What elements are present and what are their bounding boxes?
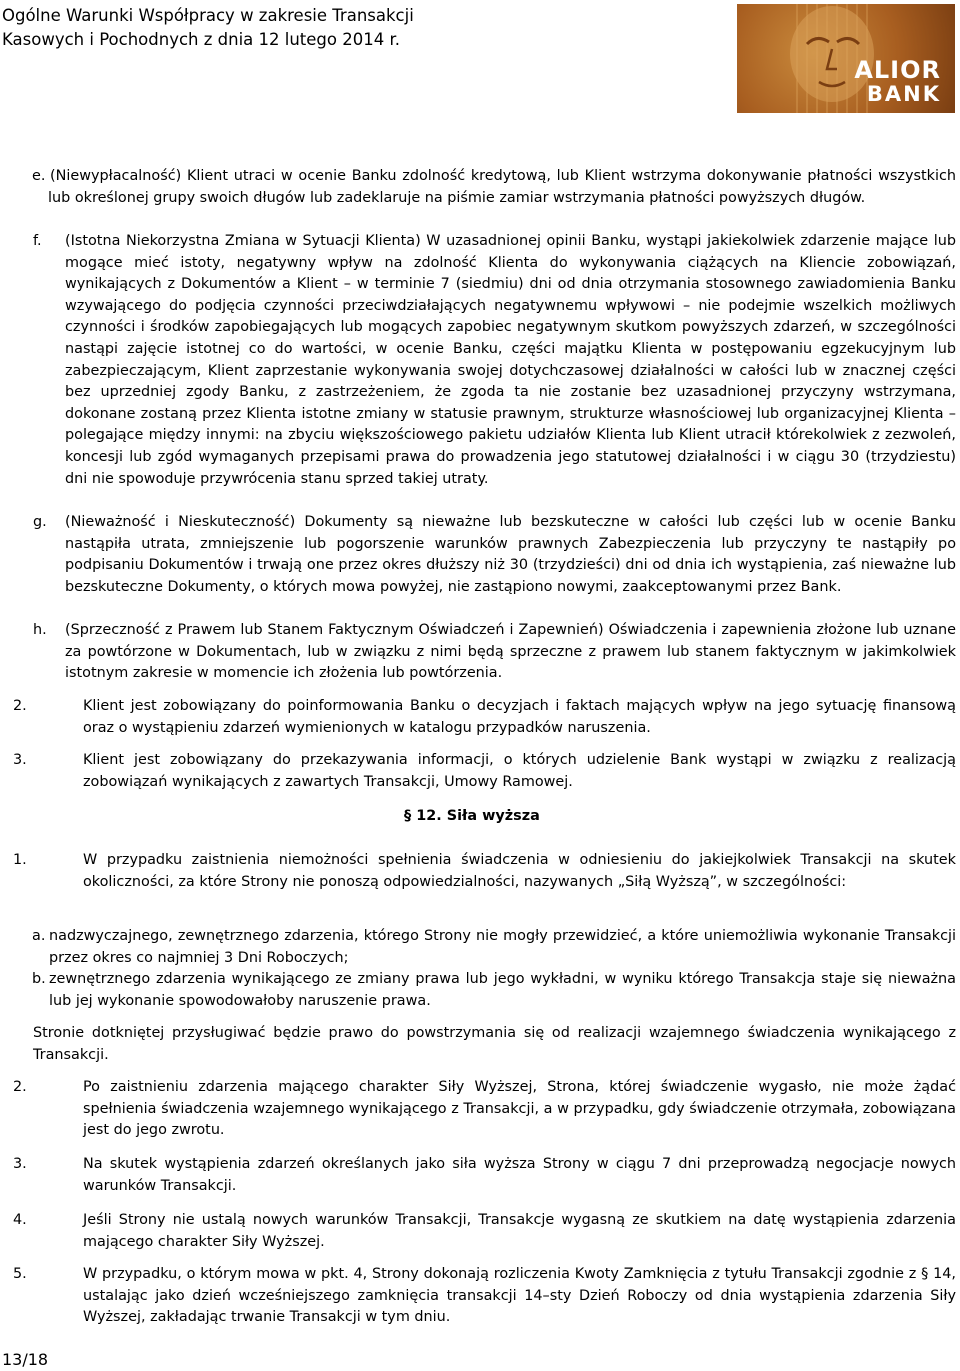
item-e-text: (Niewypłacalność) Klient utraci w ocenie Banku zdolność kredytową, lub Klient wstrzyma dokonywanie płatności wszystkich lub określonej grupy swoich długów lub zadeklaruje na piśmie zamiar wstrzymania płatności powyższych długów.	[48, 168, 956, 206]
item-marker-h: h.	[33, 622, 47, 638]
point-3-text: Klient jest zobowiązany do przekazywania informacji, o których udzielenie Bank wystąpi w związku z realizacją zobowiązań wynikających z zawartych Transakcji, Umowy Ramowej.	[83, 752, 956, 790]
item-marker-e: e.	[32, 168, 46, 184]
s12-item-a-text: nadzwyczajnego, zewnętrznego zdarzenia, którego Strony nie mogły przewidzieć, a które uniemożliwia wykonanie Transakcji przez okres co najmniej 3 Dni Roboczych;	[49, 928, 956, 966]
s12-item-b-text: zewnętrznego zdarzenia wynikającego ze zmiany prawa lub jego wykładni, w wyniku którego Transakcja staje się nieważna lub jej wykonanie spowodowałoby naruszenie prawa.	[49, 971, 956, 1009]
point-marker-2: 2.	[13, 698, 27, 714]
alior-bank-logo	[737, 4, 955, 113]
s12-point-4-text: Jeśli Strony nie ustalą nowych warunków Transakcji, Transakcje wygasną ze skutkiem na datę wystąpienia zdarzenia mającego charakter Siły Wyższej.	[83, 1212, 956, 1250]
s12-point-marker-5: 5.	[13, 1266, 27, 1282]
item-h-text: (Sprzeczność z Prawem lub Stanem Faktycznym Oświadczeń i Zapewnień) Oświadczenia i zapewnienia złożone lub uznane za powtórzone w Dokumentach, lub w związku z nimi będą sprzeczne z prawem lub stanem faktycznym w jakimkolwiek istotnym zakresie w momencie ich złożenia lub powtórzenia.	[65, 622, 956, 682]
s12-marker-b: b.	[32, 971, 46, 987]
s12-point-marker-4: 4.	[13, 1212, 27, 1228]
s12-closing-text: Stronie dotkniętej przysługiwać będzie prawo do powstrzymania się od realizacji wzajemnego świadczenia wynikającego z Transakcji.	[33, 1025, 956, 1063]
header-title-line2: Kasowych i Pochodnych z dnia 12 lutego 2014 r.	[2, 30, 400, 49]
logo-text-alior: ALIOR	[854, 56, 941, 84]
s12-marker-a: a.	[32, 928, 46, 944]
s12-point-2-text: Po zaistnieniu zdarzenia mającego charakter Siły Wyższej, Strona, której świadczenie wygasło, nie może żądać spełnienia świadczenia wzajemnego wynikającego z Transakcji, a w przypadku, gdy świadczenie otrzymała, zobowiązana jest do jego zwrotu.	[83, 1079, 956, 1139]
item-marker-g: g.	[33, 514, 47, 530]
section-12-title: 12. Siła wyższa	[416, 808, 540, 824]
section-12-heading	[404, 806, 540, 828]
s12-point-marker-2: 2.	[13, 1079, 27, 1095]
item-g-text: (Nieważność i Nieskuteczność) Dokumenty są nieważne lub bezskuteczne w całości lub części lub w ocenie Banku nastąpiła utrata, zmniejszenie lub pogorszenie warunków prawnych Zabezpieczenia lub przyczyny te nastąpiły po podpisaniu Dokumentów i trwają one przez okres dłuższy niż 30 (trzydzieści) dni od dnia ich wystąpienia, zaś nieważne lub bezskuteczne Dokumenty, o których mowa powyżej, nie zastąpiono nowymi, zaakceptowanymi przez Bank.	[65, 514, 956, 595]
s12-point-3-text: Na skutek wystąpienia zdarzeń określanych jako siła wyższa Strony w ciągu 7 dni przeprowadzą negocjacje nowych warunków Transakcji.	[83, 1156, 956, 1194]
s12-point-1-text: W przypadku zaistnienia niemożności spełnienia świadczenia w odniesieniu do jakiejkolwiek Transakcji na skutek okoliczności, za które Strony nie ponoszą odpowiedzialności, nazywanych „Siłą Wyższą”, w szczególności:	[83, 852, 956, 890]
header-title-line1: Ogólne Warunki Współpracy w zakresie Transakcji	[2, 6, 414, 25]
item-f-text: (Istotna Niekorzystna Zmiana w Sytuacji Klienta) W uzasadnionej opinii Banku, wystąpi jakiekolwiek zdarzenie mające lub mogące mieć istoty, negatywny wpływ na zdolność Klienta do wykonywania ciążących na Kliencie zobowiązań, wynikających z Dokumentów a Klient – w terminie 7 (siedmiu) dni od dnia otrzymania stosownego zawiadomienia Banku wzywającego do podjęcia czynności przeciwdziałających negatywnemu wpływowi – nie podejmie wszelkich możliwych czynności i środków zapobiegających lub mogących zapobiec negatywnym skutkom powyższych zdarzeń, w szczególności nastąpi zajęcie istotnej co do wartości, w ocenie Banku, części majątku Klienta w postępowaniu egzekucyjnym lub zabezpieczającym, Klient zaprzestanie wykonywania swojej dotychczasowej działalności w całości lub w znacznej części bez uprzedniej zgody Banku, z zastrzeżeniem, że zgoda ta nie zostanie bez uzasadnionej przyczyny wstrzymana, dokonane zostaną przez Klienta istotne zmiany w statusie prawnym, strukturze własnościowej lub organizacyjnej Klienta – polegające między innymi: na zbyciu większościowego pakietu udziałów Klienta lub Klient utracił którekolwiek z zezwoleń, koncesji lub zgód wymaganych przepisami prawa do prowadzenia jego statutowej działalności i w ciągu 30 (trzydziestu) dni nie spowoduje przywrócenia stanu sprzed takiej utraty.	[65, 233, 956, 487]
section-mark: §	[404, 808, 412, 824]
point-2-text: Klient jest zobowiązany do poinformowania Banku o decyzjach i faktach mających wpływ na jego sytuację finansową oraz o wystąpieniu zdarzeń wymienionych w katalogu przypadków naruszenia.	[83, 698, 956, 736]
s12-point-marker-3: 3.	[13, 1156, 27, 1172]
point-marker-3: 3.	[13, 752, 27, 768]
logo-text-bank: BANK	[866, 82, 941, 106]
s12-point-5-text: W przypadku, o którym mowa w pkt. 4, Strony dokonają rozliczenia Kwoty Zamknięcia z tytułu Transakcji zgodnie z § 14, ustalając jako dzień wcześniejszego zamknięcia transakcji 14–sty Dzień Roboczy od dnia wystąpienia zdarzenia Siły Wyższej, zakładając trwanie Transakcji w tym dniu.	[83, 1266, 956, 1326]
page-number: 13/18	[2, 1350, 49, 1369]
document-header	[2, 4, 414, 52]
item-marker-f: f.	[33, 233, 42, 249]
s12-point-marker-1: 1.	[13, 852, 27, 868]
